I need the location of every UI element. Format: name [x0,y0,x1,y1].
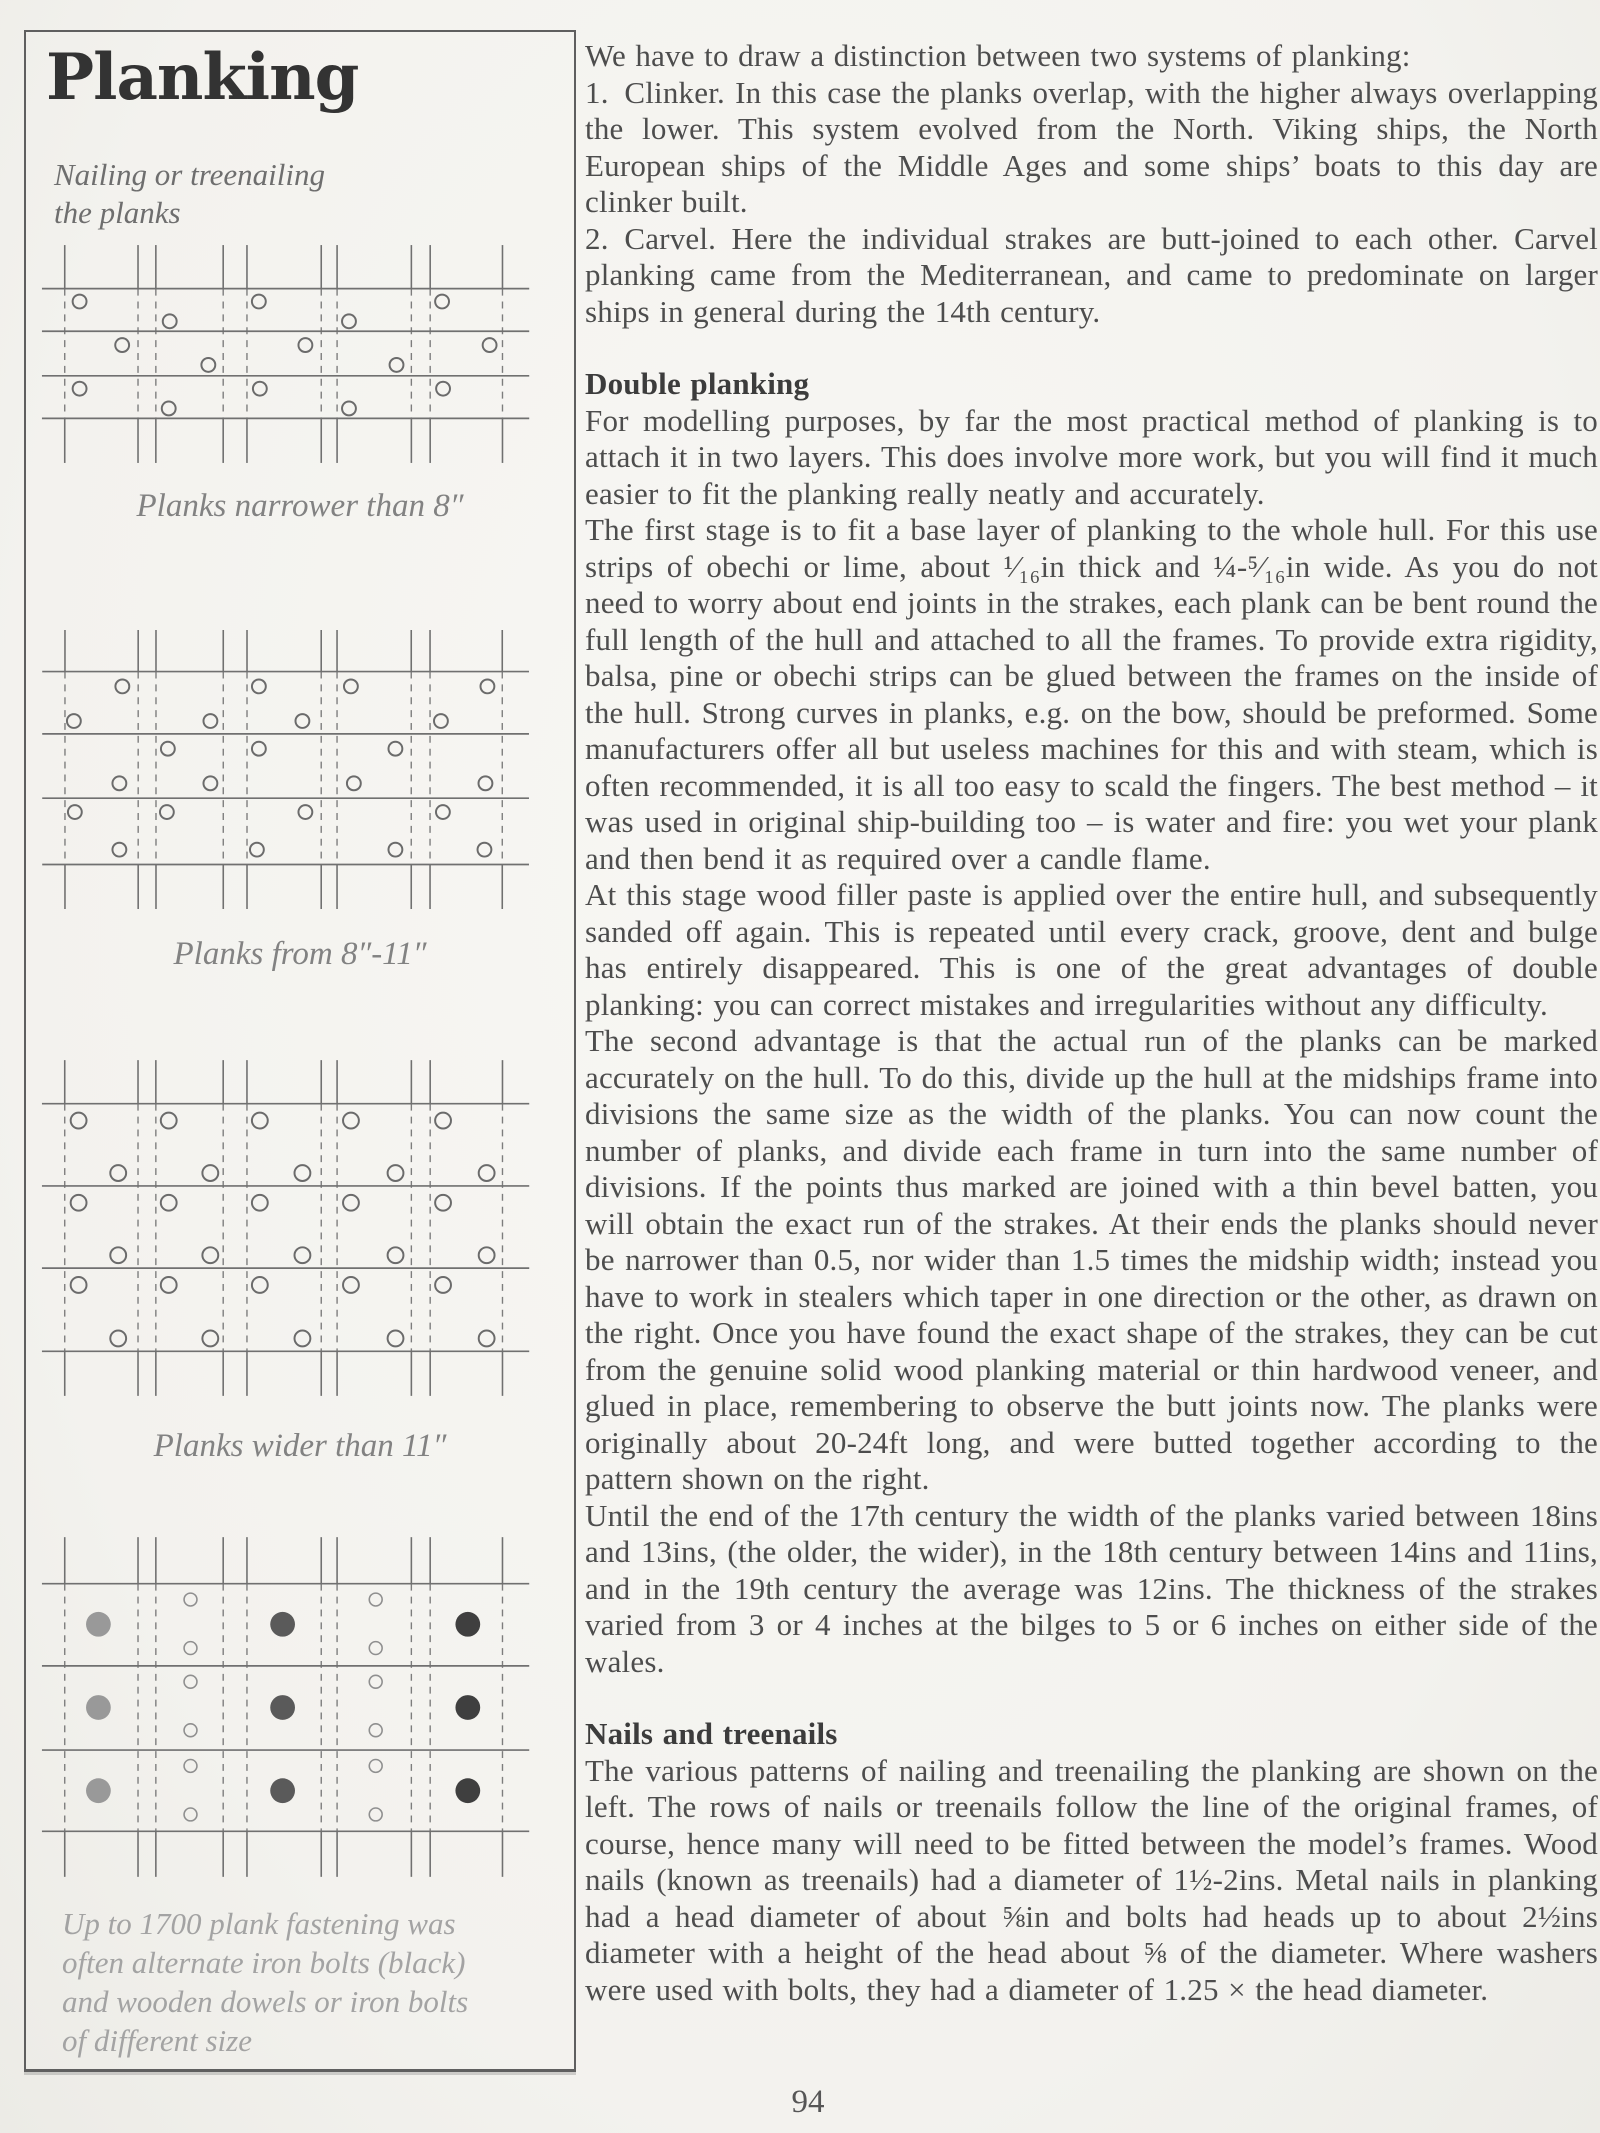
nail-pattern-svg [37,245,552,463]
panel-subtitle [54,156,325,232]
nail-circle [388,843,402,857]
nail-circle [161,1195,177,1211]
subtitle-line: the planks [54,195,181,230]
diagram-caption-narrow: Planks narrower than 8″ [136,488,464,524]
nail-circle [344,679,358,693]
nail-pattern-svg [37,630,552,909]
iron-bolt-dot [455,1778,480,1803]
nail-circle [479,776,493,790]
nail-circle [483,338,497,352]
nail-circle [253,382,267,396]
footnote-line: often alternate iron bolts (black) [62,1945,466,1980]
nail-circle [161,1277,177,1293]
footnote-line: Up to 1700 plank fastening was [62,1906,456,1941]
nail-circle [252,742,266,756]
iron-bolt-dot [455,1695,480,1720]
page-title: Planking [46,40,359,115]
nail-circle [295,1165,311,1181]
nail-circle [388,1247,404,1263]
dowel-circle [184,1642,197,1655]
iron-bolt-dot [455,1612,480,1637]
nail-circle [435,1113,451,1129]
body-paragraph: At this stage wood filler paste is applied over the entire hull, and subsequently sanded off again. This is repeated until every crack, groove, dent and bulge has entirely disappeared. This is one of the great advantages of double planking: you can correct mistakes and irregularities without any difficulty. [585,877,1598,1022]
body-paragraph: The first stage is to fit a base layer of planking to the whole hull. For this use strips of obechi or lime, about ¹⁄₁₆in thick and ¼-⁵⁄₁₆in wide. As you do not need to worry about end joints in the strakes, each plank can be bent round the full length of the hull and attached to all the frames. To provide extra rigidity, balsa, pine or obechi strips can be glued between the frames on the inside of the hull. Strong curves in planks, e.g. on the bow, should be preformed. Some manufacturers offer all but useless machines for this and with steam, which is often recommended, it is all too easy to scald the fingers. The best method – it was used in original ship-building too – is water and fire: you wet your plank and then bend it as required over a candle flame. [585,512,1598,876]
nail-circle [67,714,81,728]
nail-circle [112,776,126,790]
diagram-caption-wide: Planks wider than 11″ [153,1428,447,1464]
body-paragraph: Until the end of the 17th century the width of the planks varied between 18ins and 13ins, (the older, the wider), in the 18th century between 14ins and 11ins, and in the 19th century the average was 12ins. The thickness of the strakes varied from 3 or 4 inches at the bilges to 5 or 6 inches on either side of the wales. [585,1497,1598,1679]
nail-circle [388,1165,404,1181]
nail-circle [71,1277,87,1293]
body-paragraph: 2. Carvel. Here the individual strakes are butt-joined to each other. Carvel planking came from the Mediterranean, and came to predominate on larger ships in general during the 14th century. [585,220,1598,329]
nail-circle [203,714,217,728]
nail-circle [481,679,495,693]
nail-pattern-svg [37,1537,552,1877]
section-heading: Double planking [585,366,810,401]
nail-circle [388,1331,404,1347]
nail-circle [343,1195,359,1211]
nail-pattern-diagram-medium [37,630,557,909]
nail-circle [343,1113,359,1129]
nail-circle [250,843,264,857]
nail-circle [347,776,361,790]
nail-circle [115,679,129,693]
nail-circle [252,679,266,693]
nail-circle [162,402,176,416]
nail-circle [434,714,448,728]
iron-bolt-dot [86,1778,111,1803]
nail-circle [479,1165,495,1181]
planking-panel [24,30,576,2072]
nail-circle [435,295,449,309]
nail-pattern-diagram-pre1700 [37,1537,557,1877]
dowel-circle [184,1759,197,1772]
nail-circle [479,1331,495,1347]
nail-circle [388,742,402,756]
dowel-circle [369,1759,382,1772]
nail-circle [203,776,217,790]
nail-circle [201,358,215,372]
nail-circle [252,295,266,309]
dowel-circle [369,1724,382,1737]
body-paragraph: The second advantage is that the actual run of the planks can be marked accurately on the hull. To do this, divide up the hull at the midships frame into divisions the same size as the width of the planks. You can now count the number of planks, and divide each frame in turn into the same number of divisions. If the points thus marked are joined with a thin bevel batten, you will obtain the exact run of the strakes. At their ends the planks should never be narrower than 0.5, nor wider than 1.5 times the midship width; instead you have to work in stealers which taper in one direction or the other, as drawn on the right. Once you have found the exact shape of the strakes, they can be cut from the genuine solid wood planking material or thin hardwood veneer, and glued in place, remembering to observe the butt joints now. The planks were originally about 20-24ft long, and were butted together according to the pattern shown on the right. [585,1023,1598,1496]
nail-pattern-svg [37,1060,552,1396]
nail-circle [202,1331,218,1347]
iron-bolt-dot [270,1612,295,1637]
nail-circle [161,1113,177,1129]
nail-circle [71,1113,87,1129]
nail-circle [110,1247,126,1263]
nail-circle [112,843,126,857]
nail-circle [342,314,356,328]
iron-bolt-dot [86,1695,111,1720]
nail-circle [295,714,309,728]
nail-circle [252,1277,268,1293]
dowel-circle [184,1675,197,1688]
dowel-circle [369,1808,382,1821]
nail-circle [202,1165,218,1181]
subtitle-line: Nailing or treenailing [54,157,325,192]
body-paragraph: The various patterns of nailing and treenailing the planking are shown on the left. The rows of nails or treenails follow the line of the original frames, of course, hence many will need to be fitted between the model’s frames. Wood nails (known as treenails) had a diameter of 1½-2ins. Metal nails in planking had a head diameter of about ⅝in and bolts had heads up to about 2½ins diameter with a height of the head about ⅝ of the diameter. Where washers were used with bolts, they had a diameter of 1.25 × the head diameter. [585,1752,1598,2007]
nail-circle [390,358,404,372]
nail-circle [71,1195,87,1211]
nail-circle [436,805,450,819]
footnote-line: and wooden dowels or iron bolts [62,1984,469,2019]
nail-circle [160,805,174,819]
nail-circle [252,1195,268,1211]
iron-bolt-dot [86,1612,111,1637]
nail-circle [110,1165,126,1181]
nail-circle [342,402,356,416]
dowel-circle [184,1593,197,1606]
diagram-caption-medium: Planks from 8″-11″ [173,936,427,972]
nail-circle [73,295,87,309]
nail-circle [436,382,450,396]
nail-circle [161,742,175,756]
section-heading: Nails and treenails [585,1716,838,1751]
nail-circle [435,1195,451,1211]
nail-pattern-diagram-wide [37,1060,557,1396]
iron-bolt-dot [270,1695,295,1720]
nail-circle [435,1277,451,1293]
footnote-line: of different size [62,2023,252,2058]
nail-circle [295,1331,311,1347]
body-paragraph: We have to draw a distinction between two systems of planking: [585,38,1411,73]
nail-pattern-diagram-narrow [37,245,557,463]
page-number: 94 [791,2084,825,2120]
dowel-circle [369,1642,382,1655]
nail-circle [295,1247,311,1263]
nail-circle [298,338,312,352]
panel-footnote [62,1904,542,2060]
nail-circle [115,338,129,352]
nail-circle [73,382,87,396]
nail-circle [343,1277,359,1293]
nail-circle [479,1247,495,1263]
nail-circle [298,805,312,819]
nail-circle [478,843,492,857]
dowel-circle [184,1808,197,1821]
nail-circle [163,314,177,328]
nail-circle [202,1247,218,1263]
dowel-circle [184,1724,197,1737]
article-column [585,38,1598,2008]
nail-circle [110,1331,126,1347]
body-paragraph: 1. Clinker. In this case the planks overlap, with the higher always overlapping the lower. This system evolved from the North. Viking ships, the North European ships of the Middle Ages and some ships’ boats to this day are clinker built. [585,74,1598,219]
nail-circle [68,805,82,819]
dowel-circle [369,1675,382,1688]
dowel-circle [369,1593,382,1606]
body-paragraph: For modelling purposes, by far the most practical method of planking is to attach it in two layers. This does involve more work, but you will find it much easier to fit the planking really neatly and accurately. [585,402,1598,511]
iron-bolt-dot [270,1778,295,1803]
nail-circle [252,1113,268,1129]
